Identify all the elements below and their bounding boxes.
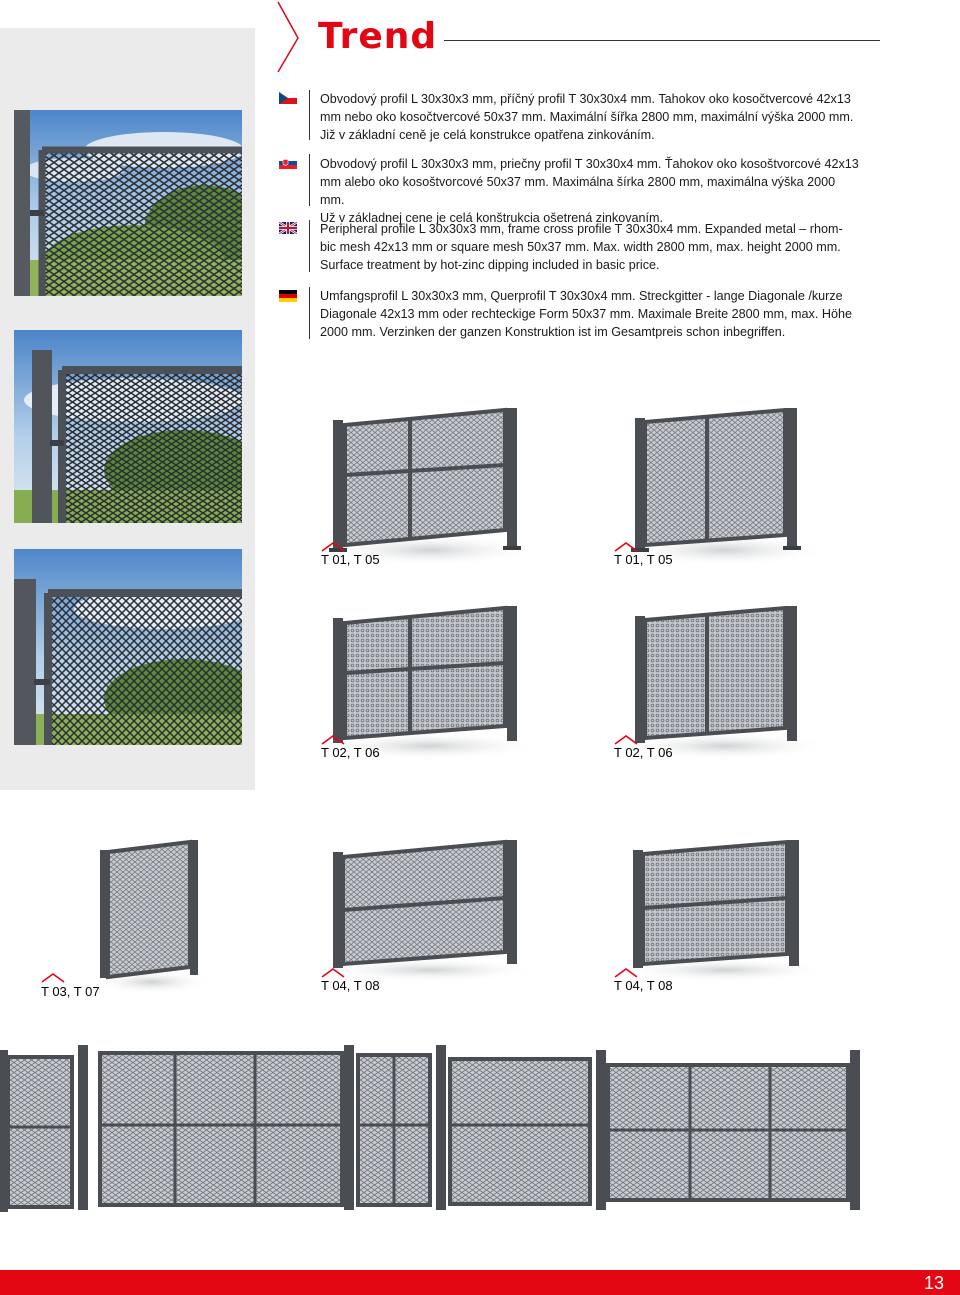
description-sk xyxy=(320,155,860,227)
text-line: bic mesh 42x13 mm or square mesh 50x37 mm. Max. width 2800 mm, max. height 2000 mm. xyxy=(320,240,841,254)
description-de xyxy=(320,287,860,341)
caption-t01-t05: T 01, T 05 xyxy=(321,552,380,567)
caption-t03-t07: T 03, T 07 xyxy=(41,984,100,999)
fence-photo-2 xyxy=(14,330,242,523)
text-rule xyxy=(309,154,310,206)
roof-icon xyxy=(614,735,638,745)
text-line: 2000 mm. Verzinken der ganzen Konstruktion ist im Gesamtpreis schon inbegriffen. xyxy=(320,325,786,339)
description-cz xyxy=(320,90,860,144)
page-number: 13 xyxy=(923,1273,944,1293)
text-line: Obvodový profil L 30x30x3 mm, příčný profil T 30x30x4 mm. Tahokov oko kosočtvercové 42x13 xyxy=(320,92,851,106)
caption-t02-t06: T 02, T 06 xyxy=(614,745,673,760)
gate-image-t08 xyxy=(615,832,835,982)
text-line: Surface treatment by hot-zinc dipping included in basic price. xyxy=(320,258,660,272)
text-line: mm alebo oko kosoštvorcové 50x37 mm. Maximálna šírka 2800 mm, maximálna výška 2000 mm. xyxy=(320,175,836,207)
text-line: Už v základnej cene je celá konštrukcia ošetrená zinkovaním. xyxy=(320,211,664,225)
fence-photo-3 xyxy=(14,549,242,745)
text-rule xyxy=(309,220,310,272)
chevron-decoration-icon xyxy=(268,0,308,72)
text-rule xyxy=(309,90,310,140)
text-line: Již v základní ceně je celá konstrukce opatřena zinkováním. xyxy=(320,128,655,142)
text-line: Obvodový profil L 30x30x3 mm, priečny profil T 30x30x4 mm. Ťahokov oko kosoštvorcové 42x13 xyxy=(320,157,859,171)
slovak-flag-icon xyxy=(279,157,297,169)
caption-t04-t08: T 04, T 08 xyxy=(321,978,380,993)
gate-image-t03 xyxy=(90,832,215,997)
gate-image-t01 xyxy=(315,400,545,565)
caption-t04-t08: T 04, T 08 xyxy=(614,978,673,993)
text-line: Diagonale 42x13 mm oder rechteckige Form 50x37 mm. Maximale Breite 2800 mm, max. Höhe xyxy=(320,307,852,321)
roof-icon xyxy=(321,735,345,745)
roof-icon xyxy=(321,968,345,978)
roof-icon xyxy=(614,542,638,552)
page-title: Trend xyxy=(318,16,438,57)
caption-t02-t06: T 02, T 06 xyxy=(321,745,380,760)
czech-flag-icon xyxy=(279,92,297,104)
footer-bar xyxy=(0,1270,960,1295)
text-rule xyxy=(309,287,310,339)
german-flag-icon xyxy=(279,290,297,302)
fence-photo-1 xyxy=(14,110,242,296)
roof-icon xyxy=(321,542,345,552)
fence-panorama-image xyxy=(0,1045,900,1217)
text-line: Umfangsprofil L 30x30x3 mm, Querprofil T 30x30x4 mm. Streckgitter - lange Diagonale /kurze xyxy=(320,289,843,303)
gate-image-t06 xyxy=(615,598,835,760)
caption-t01-t05: T 01, T 05 xyxy=(614,552,673,567)
title-rule xyxy=(444,40,880,41)
gate-image-t05 xyxy=(615,400,835,565)
gate-image-t04 xyxy=(315,832,545,982)
roof-icon xyxy=(614,968,638,978)
roof-icon xyxy=(41,973,65,983)
gate-image-t02 xyxy=(315,598,545,760)
text-line: mm nebo oko kosočtvercové 50x37 mm. Maximální šířka 2800 mm, maximální výška 2000 mm. xyxy=(320,110,854,124)
description-en xyxy=(320,220,860,274)
text-line: Peripheral profile L 30x30x3 mm, frame cross profile T 30x30x4 mm. Expanded metal – rhom- xyxy=(320,222,843,236)
uk-flag-icon xyxy=(279,222,297,234)
